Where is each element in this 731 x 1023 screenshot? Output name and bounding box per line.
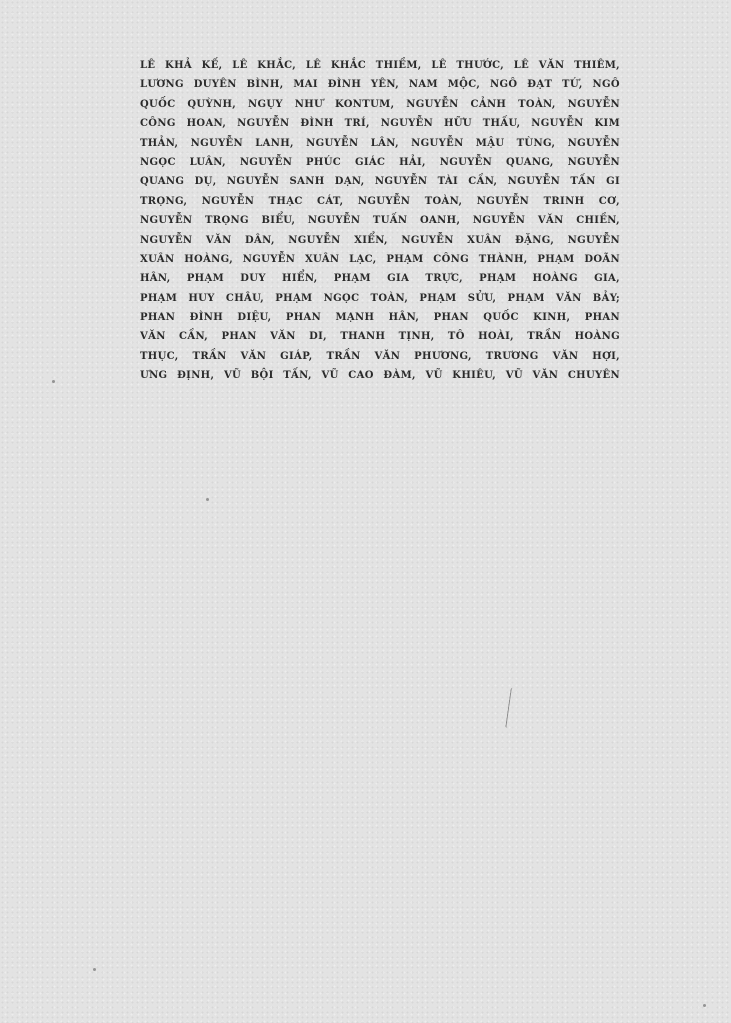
names-line-8: TRỌNG, NGUYỄN THẠC CÁT, NGUYỄN TOÀN, NGUYỄN TRINH CƠ, bbox=[140, 195, 620, 207]
names-line-7: QUANG DỤ, NGUYỄN SANH DẠN, NGUYỄN TÀI CẦN, NGUYỄN TẤN GI bbox=[140, 176, 620, 188]
names-line-1: LÊ KHẢ KẾ, LÊ KHẮC, LÊ KHẮC THIỀM, LÊ THƯỚC, LÊ VĂN THIÊM, bbox=[140, 60, 620, 71]
names-line-15: VĂN CẦN, PHAN VĂN DI, THANH TỊNH, TÔ HOÀI, TRẦN HOÀNG bbox=[140, 331, 620, 343]
paper-speck bbox=[93, 968, 96, 971]
names-line-11: XUÂN HOÀNG, NGUYỄN XUÂN LẠC, PHẠM CÔNG THÀNH, PHẠM DOÃN bbox=[140, 253, 620, 265]
names-line-10: NGUYỄN VĂN DÂN, NGUYỄN XIỂN, NGUYỄN XUÂN ĐẶNG, NGUYỄN bbox=[140, 234, 620, 246]
contributor-names-list bbox=[140, 56, 620, 386]
paper-speck bbox=[52, 380, 55, 383]
names-line-2: LƯƠNG DUYÊN BÌNH, MAI ĐÌNH YÊN, NAM MỘC, NGÔ ĐẠT TỨ, NGÔ bbox=[140, 79, 620, 91]
names-line-6: NGỌC LUÂN, NGUYỄN PHÚC GIÁC HẢI, NGUYỄN QUANG, NGUYỄN bbox=[140, 156, 620, 168]
names-line-5: THẢN, NGUYỄN LANH, NGUYỄN LÂN, NGUYỄN MẬU TÙNG, NGUYỄN bbox=[140, 137, 620, 149]
names-line-13: PHẠM HUY CHÂU, PHẠM NGỌC TOÀN, PHẠM SỬU, PHẠM VĂN BẢY; bbox=[140, 292, 620, 304]
paper-scratch-mark bbox=[505, 688, 515, 728]
names-line-4: CÔNG HOAN, NGUYỄN ĐÌNH TRÍ, NGUYỄN HỮU THẤU, NGUYỄN KIM bbox=[140, 118, 620, 130]
paper-speck bbox=[703, 1004, 706, 1007]
names-line-16: THỤC, TRẦN VĂN GIÁP, TRẦN VĂN PHƯƠNG, TRƯƠNG VĂN HỢI, bbox=[140, 350, 620, 362]
names-line-12: HÂN, PHẠM DUY HIỂN, PHẠM GIA TRỰC, PHẠM HOÀNG GIA, bbox=[140, 273, 620, 285]
names-line-9: NGUYỄN TRỌNG BIỂU, NGUYỄN TUẤN OANH, NGUYỄN VĂN CHIỀN, bbox=[140, 215, 620, 227]
paper-speck bbox=[206, 498, 209, 501]
names-line-3: QUỐC QUỲNH, NGỤY NHƯ KONTUM, NGUYỄN CẢNH TOÀN, NGUYỄN bbox=[140, 98, 620, 110]
names-line-17: ƯNG ĐỊNH, VŨ BỘI TẤN, VŨ CAO ĐÀM, VŨ KHIÊU, VŨ VĂN CHUYÊN bbox=[140, 370, 620, 382]
names-line-14: PHAN ĐÌNH DIỆU, PHAN MẠNH HÂN, PHAN QUỐC KINH, PHAN bbox=[140, 312, 620, 324]
